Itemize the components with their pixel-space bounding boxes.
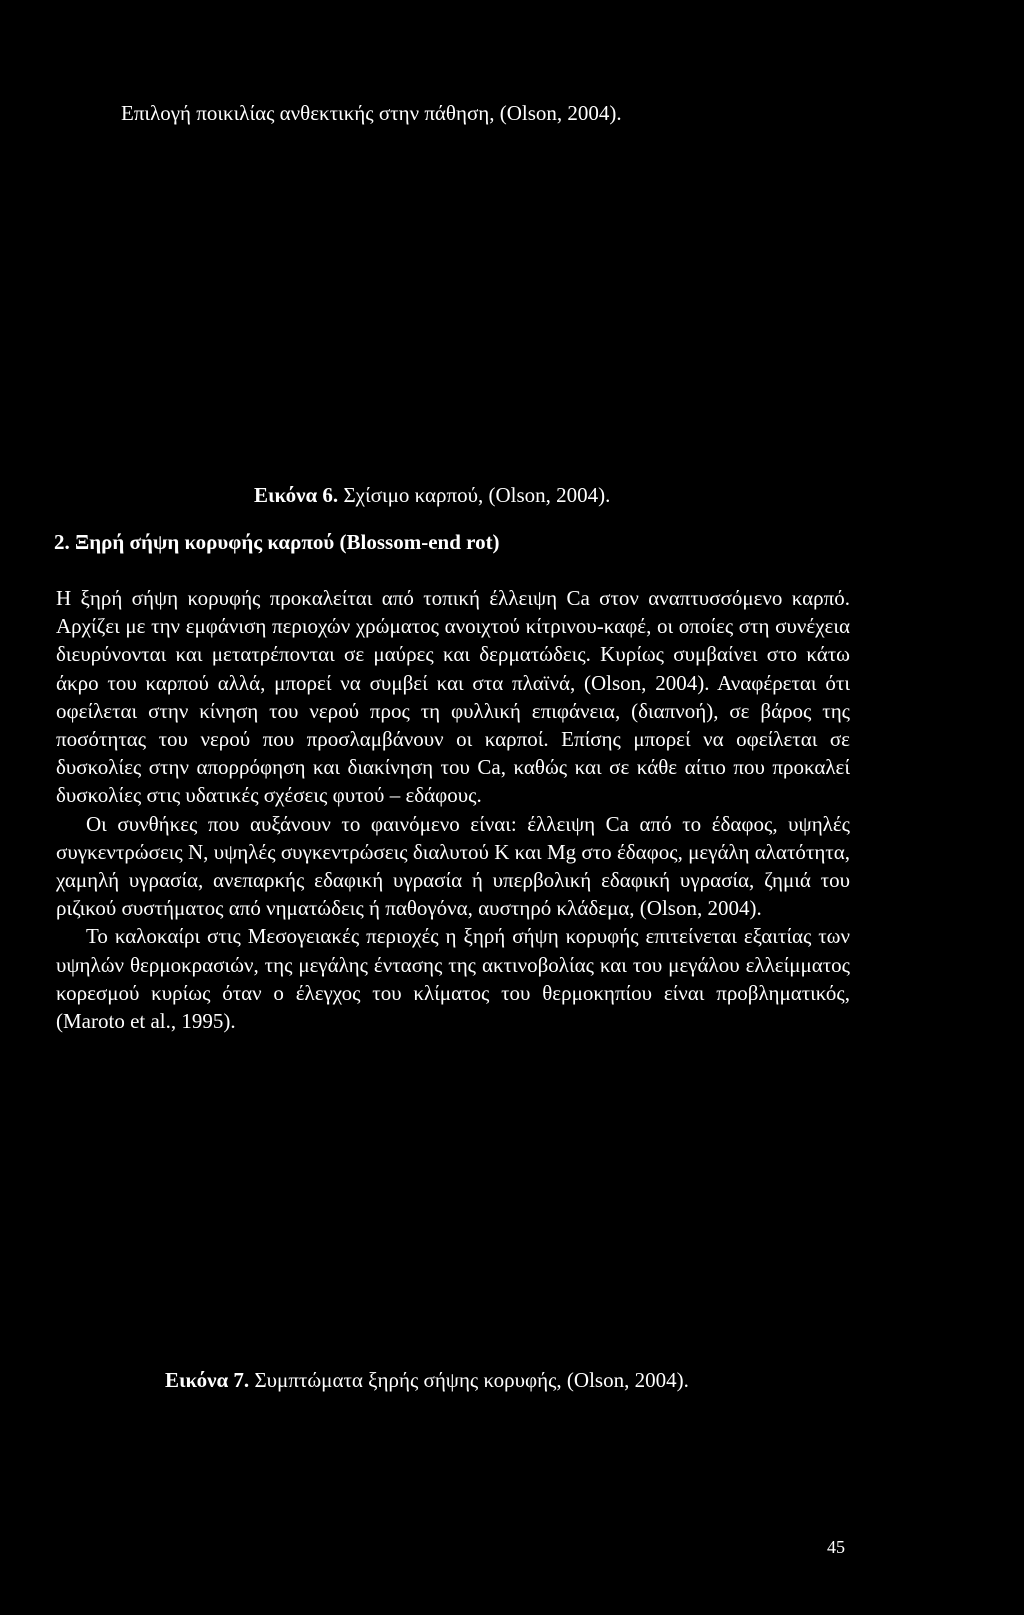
figure-7-label: Εικόνα 7. (165, 1368, 250, 1392)
figure-7-text: Συμπτώματα ξηρής σήψης κορυφής, (Olson, 2004). (249, 1368, 689, 1392)
paragraph-2: Οι συνθήκες που αυξάνουν το φαινόμενο είναι: έλλειψη Ca από το έδαφος, υψηλές συγκεντρώσεις N, υψηλές συγκεντρώσεις διαλυτού K και Mg στο έδαφος, μεγάλη αλατότητα, χαμηλή υγρασία, ανεπαρκής εδαφική υγρασία ή υπερβολική εδαφική υγρασία, ζημιά του ριζικού συστήματος από νηματώδεις ή παθογόνα, αυστηρό κλάδεμα, (Olson, 2004). (56, 811, 850, 921)
section-body (56, 584, 850, 1035)
paragraph-1: Η ξηρή σήψη κορυφής προκαλείται από τοπική έλλειψη Ca στον αναπτυσσόμενο καρπό. Αρχίζει με την εμφάνιση περιοχών χρώματος ανοιχτού κίτρινου-καφέ, οι οποίες στη συνέχεια διευρύνονται και μετατρέπονται σε μαύρες και δερματώδεις. Κυρίως συμβαίνει στο κάτω άκρο του καρπού αλλά, μπορεί να συμβεί και στα πλαϊνά, (Olson, 2004). Αναφέρεται ότι οφείλεται στην κίνηση του νερού προς τη φυλλική επιφάνεια, (διαπνοή), σε βάρος της ποσότητας του νερού που προσλαμβάνουν οι καρποί. Επίσης μπορεί να οφείλεται σε δυσκολίες στην απορρόφηση και διακίνηση του Ca, καθώς και σε κάθε αίτιο που προκαλεί δυσκολίες στις υδατικές σχέσεις φυτού – εδάφους. (56, 586, 850, 808)
figure-6-label: Εικόνα 6. (254, 483, 339, 507)
figure-6-text: Σχίσιμο καρπού, (Olson, 2004). (338, 483, 611, 507)
page-number: 45 (827, 1537, 845, 1557)
figure-7-caption (165, 1370, 689, 1391)
figure-caption-top (121, 103, 622, 124)
section-heading: 2. Ξηρή σήψη κορυφής καρπού (Blossom-end rot) (54, 530, 500, 554)
figure-6-caption (254, 485, 610, 506)
caption-top-text: Επιλογή ποικιλίας ανθεκτικής στην πάθηση, (Olson, 2004). (121, 101, 622, 125)
paragraph-3: Το καλοκαίρι στις Μεσογειακές περιοχές η ξηρή σήψη κορυφής επιτείνεται εξαιτίας των υψηλών θερμοκρασιών, της μεγάλης έντασης της ακτινοβολίας και του μεγάλου ελλείμματος κορεσμού κυρίως όταν ο έλεγχος του κλίματος του θερμοκηπίου είναι προβληματικός, (Maroto et al., 1995). (56, 924, 850, 1034)
